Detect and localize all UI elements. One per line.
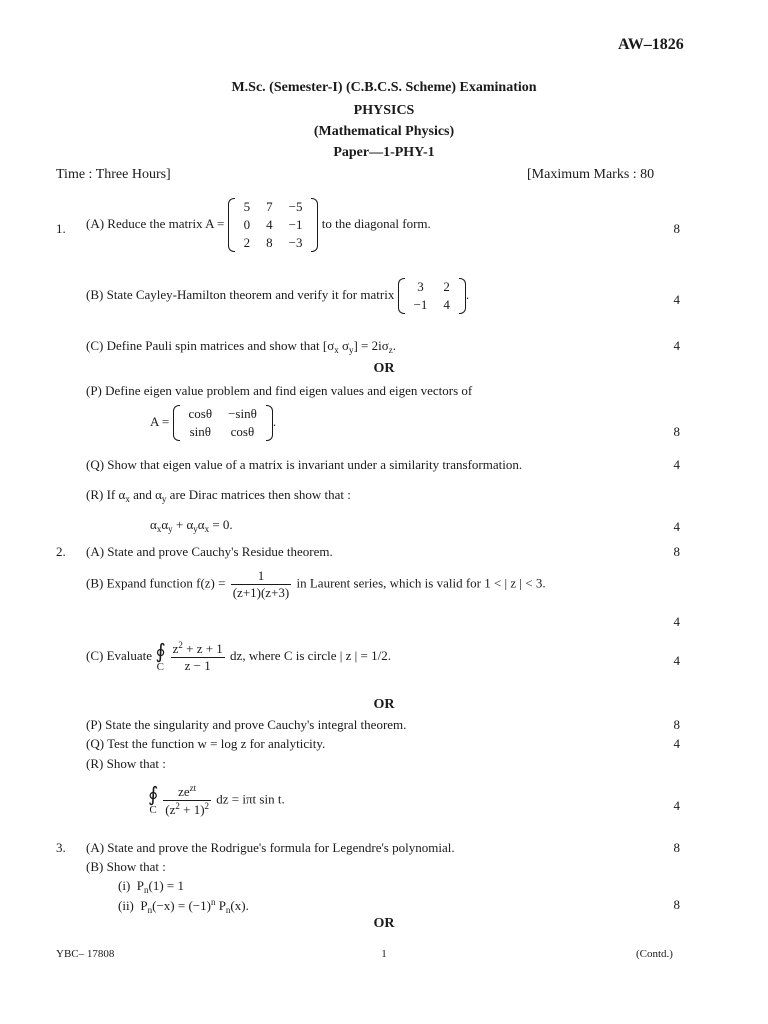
- or-separator: OR: [373, 697, 395, 712]
- matrix-rotation: A = cosθ −sinθ sinθ cosθ .: [150, 406, 277, 439]
- q3-b-i: (i) $P_n(1) = 1$: [118, 878, 184, 895]
- contour-integral-icon: ∮ C: [155, 640, 166, 673]
- marks: 4: [673, 338, 680, 353]
- paper-code: AW–1826: [618, 36, 684, 53]
- exam-title: M.Sc. (Semester-I) (C.B.C.S. Scheme) Examination: [231, 80, 537, 95]
- q2-b: (B) Expand function f(z) = $\frac{1}{(z+1)(z+3)}$ in Laurent series, which is valid for 1 < | z | < 3.: [86, 568, 546, 600]
- dirac-formula: $\alpha_x\alpha_y + \alpha_y\alpha_x = 0$.: [150, 517, 233, 534]
- marks: 8: [673, 424, 680, 439]
- marks: 8: [673, 221, 680, 236]
- time-allowed: Time : Three Hours]: [56, 167, 171, 182]
- question-number: 2.: [56, 544, 66, 559]
- maximum-marks: [Maximum Marks : 80: [527, 167, 655, 182]
- q3-b: (B) Show that :: [86, 859, 166, 874]
- q3-b-ii: (ii) $P_n(-x) = (-1)^n$ $P_n(x)$.: [118, 897, 249, 915]
- q2-a: (A) State and prove Cauchy's Residue theorem.: [86, 544, 333, 559]
- q1-q: (Q) Show that eigen value of a matrix is invariant under a similarity transformation.: [86, 457, 523, 472]
- subtitle: (Mathematical Physics): [313, 124, 455, 139]
- or-separator: OR: [373, 916, 395, 931]
- q2-c: (C) Evaluate ∮ C $\frac{z^2 + z + 1}{z - 1}$ dz, where C is circle | z | = 1/2.: [86, 640, 391, 673]
- marks: 4: [673, 292, 680, 307]
- marks: 8: [673, 717, 680, 732]
- paper-number: Paper—1-PHY-1: [333, 145, 435, 160]
- q1-c: (C) Define Pauli spin matrices and show that [$\sigma_x$ $\sigma_y] = 2i\sigma_z$.: [86, 338, 396, 355]
- marks: 4: [673, 798, 680, 813]
- marks: 4: [673, 519, 680, 534]
- subject-title: PHYSICS: [353, 103, 415, 118]
- marks: 4: [673, 653, 680, 668]
- contour-integral-icon: ∮ C: [148, 784, 159, 816]
- marks: 4: [673, 457, 680, 472]
- q2-r: (R) Show that :: [86, 756, 166, 771]
- matrix-b: 3 2 −1 4: [398, 278, 466, 314]
- q2-p: (P) State the singularity and prove Cauchy's integral theorem.: [86, 717, 407, 732]
- q1-r: (R) If $\alpha_x$ and $\alpha_y$ are Dirac matrices then show that :: [86, 487, 351, 504]
- q2-q: (Q) Test the function w = log z for analyticity.: [86, 736, 326, 751]
- marks: 8: [673, 897, 680, 912]
- marks: 8: [673, 544, 680, 559]
- q1-b: (B) State Cayley-Hamilton theorem and verify it for matrix 3 2 −1 4 .: [86, 279, 470, 312]
- q1-p: (P) Define eigen value problem and find eigen values and eigen vectors of: [86, 383, 473, 398]
- question-number: 1.: [56, 221, 66, 236]
- contour-formula: ∮ C $\frac{ze^{zt}}{(z^2 + 1)^2}$ dz = iπt sin t.: [148, 783, 285, 817]
- page-number: 1: [381, 948, 387, 960]
- marks: 4: [673, 736, 680, 751]
- q1-a: (A) Reduce the matrix A = 5 7 −5 0 4 −1 2 8 −3 to the diagonal form.: [86, 199, 431, 250]
- marks: 8: [673, 840, 680, 855]
- matrix-a: 5 7 −5 0 4 −1 2 8 −3: [228, 198, 319, 252]
- marks: 4: [673, 614, 680, 629]
- continued-label: (Contd.): [636, 948, 673, 960]
- q3-a: (A) State and prove the Rodrigue's formula for Legendre's polynomial.: [86, 840, 455, 855]
- footer-code: YBC– 17808: [56, 948, 115, 960]
- or-separator: OR: [373, 361, 395, 376]
- question-number: 3.: [56, 840, 66, 855]
